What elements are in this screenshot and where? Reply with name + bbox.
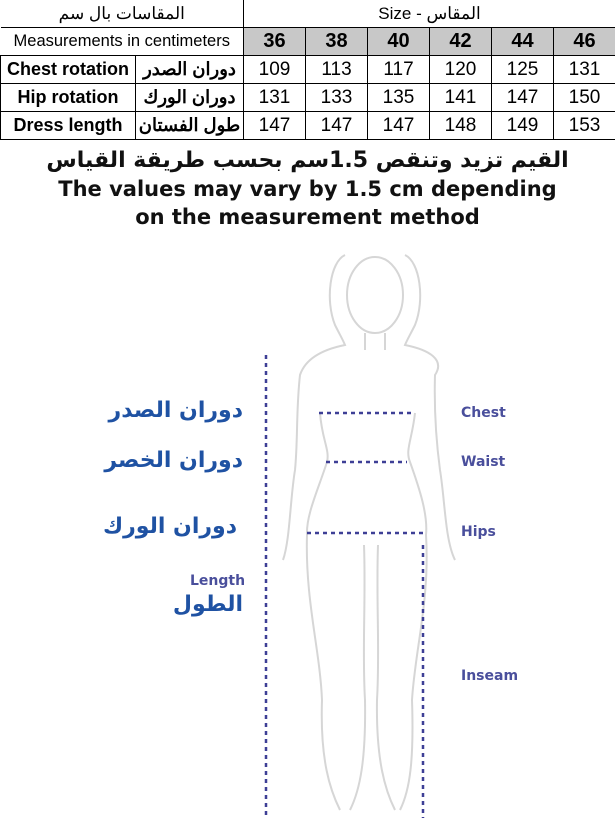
value-cell: 109 xyxy=(244,56,306,84)
value-cell: 153 xyxy=(554,112,615,140)
inseam-label: Inseam xyxy=(461,668,519,684)
measurements-en-header: Measurements in centimeters xyxy=(1,28,244,56)
value-cell: 131 xyxy=(554,56,615,84)
note-english-line2: on the measurement method xyxy=(135,205,480,229)
value-cell: 117 xyxy=(368,56,430,84)
value-cell: 148 xyxy=(430,112,492,140)
row-label-ar: دوران الورك xyxy=(136,84,244,112)
waist-label: Waist xyxy=(461,454,506,470)
note-arabic: القيم تزيد وتنقص 1.5سم بحسب طريقة القياس xyxy=(46,148,569,173)
size-cell: 38 xyxy=(306,28,368,56)
waist-label-ar: دوران الخصر xyxy=(104,448,243,473)
size-header: Size - المقاس xyxy=(244,0,615,28)
value-cell: 131 xyxy=(244,84,306,112)
value-cell: 125 xyxy=(492,56,554,84)
measurements-ar-header: المقاسات بال سم xyxy=(1,0,244,28)
size-cell: 36 xyxy=(244,28,306,56)
row-label-en: Hip rotation xyxy=(1,84,136,112)
value-cell: 135 xyxy=(368,84,430,112)
size-cell: 44 xyxy=(492,28,554,56)
hip-label-ar: دوران الورك xyxy=(102,514,237,539)
value-cell: 149 xyxy=(492,112,554,140)
row-label-ar: طول الفستان xyxy=(136,112,244,140)
hips-label: Hips xyxy=(461,524,496,540)
chest-label: Chest xyxy=(461,405,506,421)
size-cell: 42 xyxy=(430,28,492,56)
row-label-en: Dress length xyxy=(1,112,136,140)
note-english-line1: The values may vary by 1.5 cm depending xyxy=(58,177,557,201)
size-cell: 46 xyxy=(554,28,615,56)
value-cell: 147 xyxy=(306,112,368,140)
length-label-en: Length xyxy=(190,573,246,589)
value-cell: 141 xyxy=(430,84,492,112)
length-label-ar: الطول xyxy=(172,592,243,617)
row-label-en: Chest rotation xyxy=(1,56,136,84)
value-cell: 113 xyxy=(306,56,368,84)
value-cell: 147 xyxy=(368,112,430,140)
value-cell: 147 xyxy=(492,84,554,112)
size-cell: 40 xyxy=(368,28,430,56)
value-cell: 120 xyxy=(430,56,492,84)
value-cell: 133 xyxy=(306,84,368,112)
value-cell: 147 xyxy=(244,112,306,140)
value-cell: 150 xyxy=(554,84,615,112)
chest-label-ar: دوران الصدر xyxy=(108,398,243,423)
row-label-ar: دوران الصدر xyxy=(136,56,244,84)
